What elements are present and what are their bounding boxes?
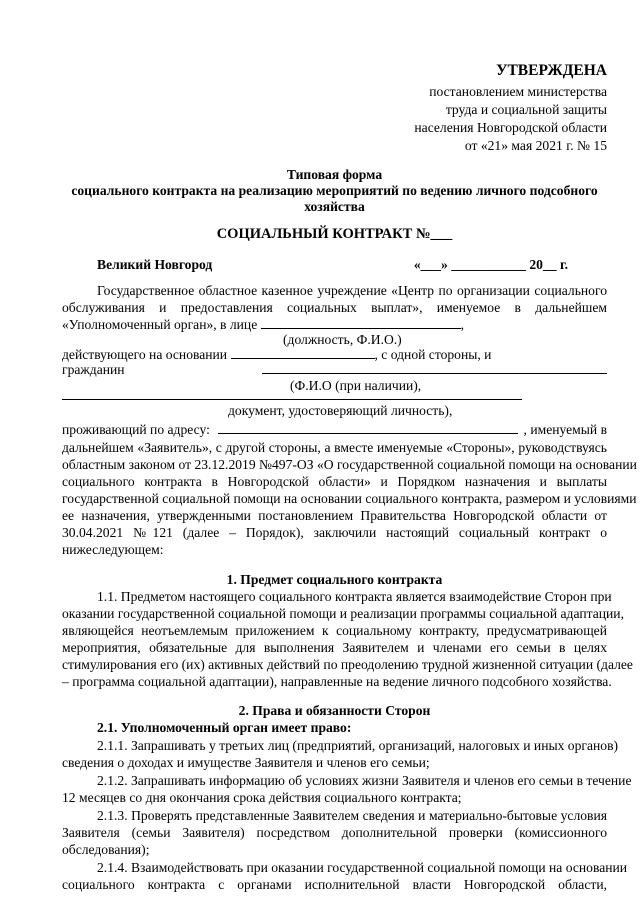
intro-paragraph: Государственное областное казенное учреждение «Центр по организации социального — [97, 283, 607, 298]
form-title-line: социального контракта на реализацию мероприятий по ведению личного подсобного — [71, 183, 598, 198]
clause-line: являющейся неотъемлемым приложением к социальному контракту, предусматривающей — [62, 623, 607, 638]
clause-line: сведения о доходах и имуществе Заявителя и членов его семьи; — [62, 755, 430, 770]
address-blank[interactable] — [218, 421, 518, 434]
clause-line: обследования); — [62, 842, 150, 857]
section-1-heading: 1. Предмет социального контракта — [226, 572, 443, 587]
intro-text: , с одной стороны, и — [374, 347, 492, 362]
representative-blank[interactable] — [261, 316, 461, 329]
clause-line: мероприятия, обязательные для выполнения Заявителем и членами его семьи в целях — [62, 640, 607, 655]
approval-line: населения Новгородской области — [414, 120, 607, 135]
intro-text: «Уполномоченный орган», в лице — [62, 317, 258, 332]
clause-2-1-2: 2.1.2. Запрашивать информацию об условиях жизни Заявителя и членов его семьи в течение — [97, 773, 632, 788]
citizen-name-blank[interactable] — [262, 373, 607, 374]
clause-2-1-4: 2.1.4. Взаимодействовать при оказании государственной социальной помощи на основании — [97, 860, 628, 875]
intro-line: областным законом от 23.12.2019 №497-ОЗ «О государственной социальной помощи на основании — [62, 457, 637, 472]
intro-line: государственной социальной помощи на основании социального контракта, размером и условиями — [62, 491, 637, 506]
subsection-2-1-heading: 2.1. Уполномоченный орган имеет право: — [97, 720, 352, 735]
clause-1-1: 1.1. Предметом настоящего социального контракта является взаимодействие Сторон при — [97, 589, 612, 604]
clause-line: социального контракта с органами исполнительной власти Новгородской области, — [62, 877, 607, 892]
clause-line: оказании государственной социальной помощи и реализации программы социальной адаптации, — [62, 606, 624, 621]
intro-text: действующего на основании — [62, 347, 228, 362]
contract-place: Великий Новгород — [97, 257, 213, 272]
identity-document-blank[interactable] — [62, 399, 522, 400]
form-title-line: хозяйства — [304, 199, 365, 214]
clause-2-1-1: 2.1.1. Запрашивать у третьих лиц (предприятий, организаций, налоговых и иных органов) — [97, 738, 619, 753]
intro-line: нижеследующем: — [62, 542, 164, 557]
intro-line: ее назначения, утвержденными постановлением Правительства Новгородской области от — [62, 508, 607, 523]
intro-text: , именуемый в — [523, 422, 607, 437]
clause-line: Заявителя (семьи Заявителя) посредством дополнительной проверки (комиссионного — [62, 825, 607, 840]
intro-line: социального контракта в Новгородской области» и Порядком назначения и выплаты — [62, 474, 607, 489]
clause-line: – программа социальной адаптации), направленные на ведение личного подсобного хозяйства. — [62, 674, 612, 689]
basis-blank[interactable] — [231, 346, 375, 359]
section-2-heading: 2. Права и обязанности Сторон — [238, 703, 431, 718]
caption-citizen-name: (Ф.И.О (при наличии), — [290, 378, 422, 393]
intro-line: дальнейшем «Заявитель», с другой стороны, а вместе именуемые «Стороны», руководствуясь — [62, 440, 607, 455]
intro-line: обслуживания и предоставления социальных выплат», именуемое в дальнейшем — [62, 300, 607, 315]
contract-title: СОЦИАЛЬНЫЙ КОНТРАКТ №___ — [216, 226, 453, 242]
form-title: Типовая форма — [286, 167, 383, 182]
intro-line — [62, 346, 491, 363]
clause-line: 12 месяцев со дня окончания срока действия социального контракта; — [62, 790, 462, 805]
contract-date: «___» ___________ 20__ г. — [413, 257, 568, 272]
intro-text: проживающий по адресу: — [62, 422, 210, 437]
approval-stamp: УТВЕРЖДЕНА — [496, 62, 607, 79]
intro-text: , — [460, 317, 465, 332]
intro-line — [62, 316, 464, 333]
clause-2-1-3: 2.1.3. Проверять представленные Заявителем сведения и материально-бытовые условия — [97, 808, 607, 823]
approval-line: постановлением министерства — [429, 84, 607, 99]
approval-line: труда и социальной защиты — [445, 102, 607, 117]
caption-identity-document: документ, удостоверяющий личность), — [228, 403, 453, 418]
caption-position-name: (должность, Ф.И.О.) — [283, 332, 402, 347]
intro-line: гражданин — [62, 362, 125, 377]
approval-date: от «21» мая 2021 г. № 15 — [464, 138, 607, 153]
intro-line: 30.04.2021 №121 (далее – Порядок), заключили настоящий социальный контракт о — [62, 525, 607, 540]
intro-line — [62, 421, 607, 438]
clause-line: стимулирования его (их) активных действий по преодолению трудной жизненной ситуации (далее — [62, 657, 633, 672]
